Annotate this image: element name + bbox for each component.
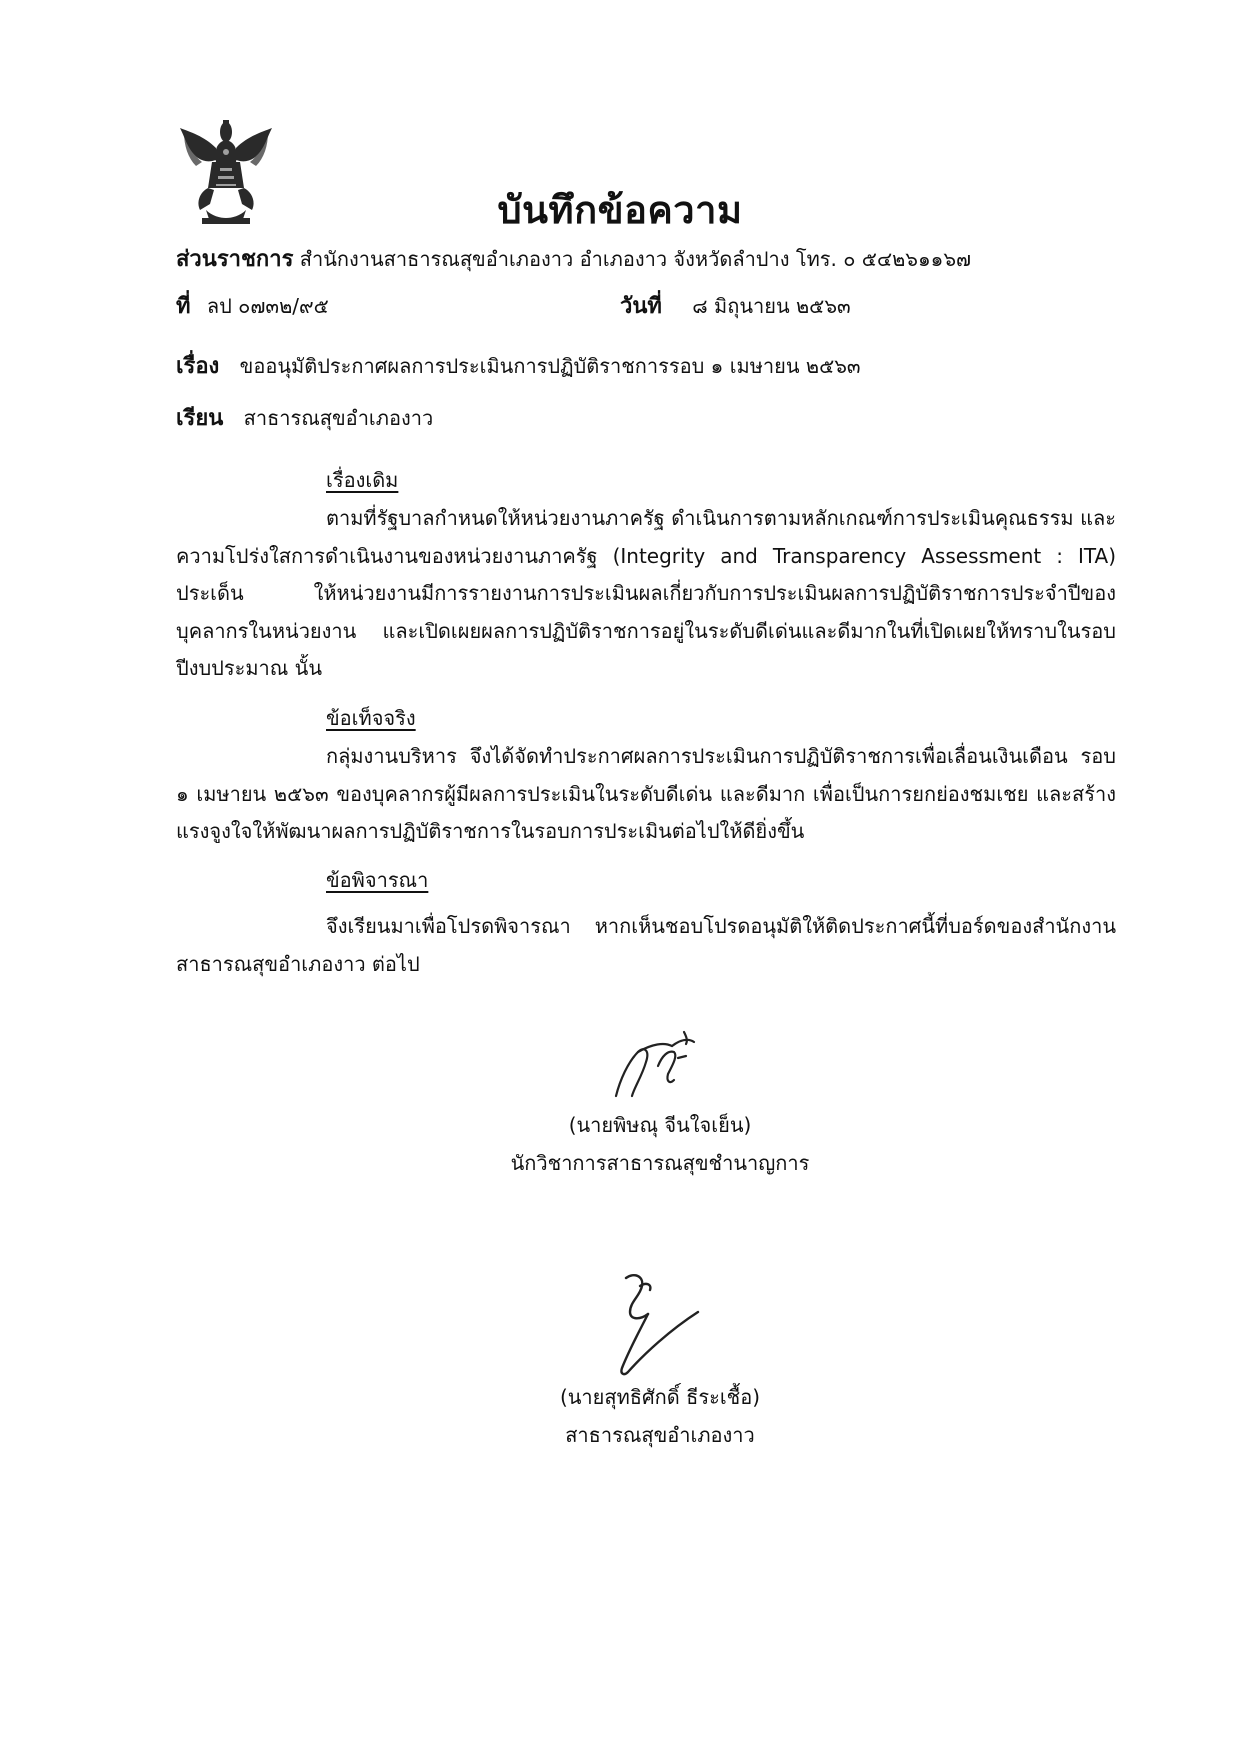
signature-block-2 <box>480 1378 840 1454</box>
signer-2-position: สาธารณสุขอำเภองาว <box>565 1423 755 1447</box>
background-heading: เรื่องเดิม <box>326 468 399 492</box>
signer-1-name: (นายพิษณุ จีนใจเย็น) <box>568 1113 752 1137</box>
recipient-line <box>176 402 433 435</box>
reference-value: ลป ๐๗๓๒/๙๕ <box>206 294 329 318</box>
recipient-value: สาธารณสุขอำเภองาว <box>243 406 434 430</box>
background-paragraph: ตามที่รัฐบาลกำหนดให้หน่วยงานภาครัฐ ดำเนินการตามหลักเกณฑ์การประเมินคุณธรรม และความโปร่งใสการดำเนินงานของหน่วยงานภาครัฐ (Integrity and Transparency Assessment : ITA) ประเด็น ให้หน่วยงานมีการรายงานการประเมินผลเกี่ยวกับการประเมินผลการปฏิบัติราชการประจำปีของ บุคลากรในหน่วยงาน และเปิดเผยผลการปฏิบัติราชการอยู่ในระดับดีเด่นและดีมากในที่เปิดเผยให้ทราบในรอบ ปีงบประมาณ นั้น <box>176 506 1116 680</box>
handwritten-signature-1 <box>598 1022 718 1104</box>
subject-line <box>176 350 861 383</box>
date-value: ๘ มิถุนายน ๒๕๖๓ <box>692 294 851 318</box>
department-value: สำนักงานสาธารณสุขอำเภองาว อำเภองาว จังหวัดลำปาง โทร. ๐ ๕๔๒๖๑๑๖๗ <box>299 247 972 271</box>
subject-label: เรื่อง <box>176 354 220 379</box>
recipient-label: เรียน <box>176 406 224 431</box>
subject-value: ขออนุมัติประกาศผลการประเมินการปฏิบัติราชการรอบ ๑ เมษายน ๒๕๖๓ <box>239 354 861 378</box>
reference-line <box>176 290 329 323</box>
document-title: บันทึกข้อความ <box>497 188 743 232</box>
facts-heading: ข้อเท็จจริง <box>326 706 416 730</box>
date-label: วันที่ <box>620 294 662 319</box>
date-line <box>620 290 851 323</box>
reference-label: ที่ <box>176 294 191 319</box>
handwritten-signature-2 <box>600 1268 720 1384</box>
signer-1-position: นักวิชาการสาธารณสุขชำนาญการ <box>510 1151 810 1175</box>
signer-2-name: (นายสุทธิศักดิ์ ธีระเชื้อ) <box>559 1385 761 1409</box>
signature-block-1 <box>480 1106 840 1182</box>
department-line <box>176 243 971 276</box>
facts-paragraph: กลุ่มงานบริหาร จึงได้จัดทำประกาศผลการประเมินการปฏิบัติราชการเพื่อเลื่อนเงินเดือน รอบ ๑ เมษายน ๒๕๖๓ ของบุคลากรผู้มีผลการประเมินในระดับดีเด่น และดีมาก เพื่อเป็นการยกย่องชมเชย และสร้างแรงจูงใจให้พัฒนาผลการปฏิบัติราชการในรอบการประเมินต่อไปให้ดียิ่งขึ้น <box>176 744 1116 843</box>
department-label: ส่วนราชการ <box>176 247 294 272</box>
consideration-paragraph: จึงเรียนมาเพื่อโปรดพิจารณา หากเห็นชอบโปรดอนุมัติให้ติดประกาศนี้ที่บอร์ดของสำนักงาน สาธารณสุขอำเภองาว ต่อไป <box>176 914 1116 976</box>
consideration-heading: ข้อพิจารณา <box>326 868 429 892</box>
